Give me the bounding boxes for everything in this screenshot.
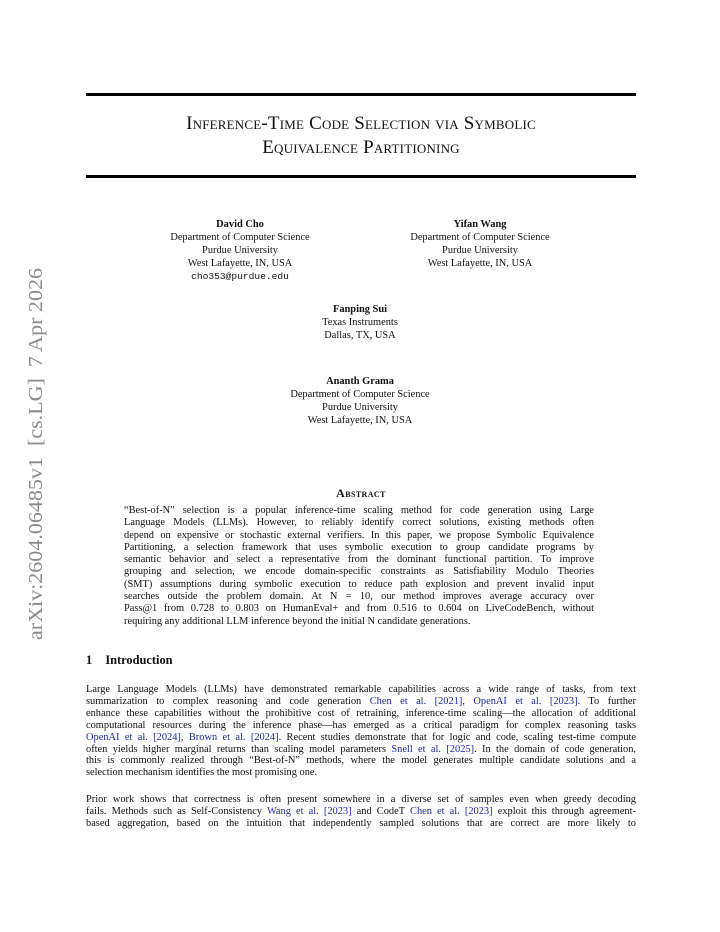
section-heading-introduction	[86, 653, 173, 668]
paragraph-line: computational resources during the inference phase—has emerged as a critical paradigm for complex reasoning tasks	[86, 719, 636, 731]
abstract-line: semantic behavior and select a representative from the dominant functional partition. To improve	[124, 554, 594, 566]
abstract-line: (SMT) assumptions during symbolic execution to reduce path explosion and prevent invalid input	[124, 578, 594, 590]
author-name: David Cho	[216, 219, 264, 230]
paragraph-line: this is commonly realized through “Best-of-N” methods, where the model generates multiple candidate solutions and a	[86, 755, 636, 767]
paragraph-line: enhance these capabilities without the prohibitive cost of retraining, inference-time scaling—the allocation of additional	[86, 707, 636, 719]
text-run: summarization to complex reasoning and code generation	[86, 695, 370, 707]
author-org: Texas Instruments	[322, 317, 398, 328]
intro-paragraph-2	[86, 794, 636, 830]
paragraph-line: based aggregation, based on the intuition that independently sampled solutions that are correct are more likely to	[86, 817, 636, 829]
paragraph-line	[86, 732, 636, 744]
title-rule-top	[86, 93, 636, 96]
text-run: ,	[462, 695, 474, 707]
paper-title	[86, 112, 636, 160]
author-org: Purdue University	[322, 402, 398, 413]
text-run: . Recent studies demonstrate that for logic and code, scaling test-time compute	[278, 731, 637, 743]
citation-link[interactable]: Brown et al. [2024]	[188, 731, 279, 743]
arxiv-side-stamp	[8, 264, 56, 644]
section-number: 1	[86, 653, 93, 667]
author-block-3	[260, 303, 460, 342]
author-location: Dallas, TX, USA	[324, 330, 396, 341]
citation-link[interactable]: OpenAI et al. [2023]	[473, 695, 578, 707]
paragraph-line	[86, 744, 636, 756]
citation-link[interactable]: Chen et al. [2021]	[369, 695, 463, 707]
author-name: Fanping Sui	[332, 304, 387, 315]
section-title: Introduction	[105, 653, 173, 667]
abstract-line: “Best-of-N” selection is a popular inference-time scaling method for code generation using Large	[124, 505, 594, 516]
paragraph-line: Prior work shows that correctness is often present somewhere in a diverse set of samples even when greedy decoding	[86, 794, 636, 805]
abstract-line: Language Models (LLMs). However, to reliably identify correct solutions, existing methods often	[124, 517, 594, 529]
abstract-line: Pass@1 from 0.728 to 0.803 on HumanEval+ and from 0.516 to 0.604 on LiveCodeBench, without	[124, 603, 594, 615]
author-block-4	[240, 375, 480, 427]
author-org: Purdue University	[442, 245, 518, 256]
text-run: . In the domain of code generation,	[474, 743, 637, 755]
paragraph-line	[86, 696, 636, 708]
citation-link[interactable]: Snell et al. [2025]	[391, 743, 475, 755]
text-run: . To further	[577, 695, 636, 707]
abstract-line: requiring any additional LLM inference beyond the initial N candidate generations.	[124, 615, 471, 627]
author-dept: Department of Computer Science	[170, 232, 310, 243]
author-location: West Lafayette, IN, USA	[427, 258, 533, 269]
author-email[interactable]: cho353@purdue.edu	[191, 271, 289, 282]
text-run: exploit this through agreement-	[492, 805, 636, 817]
author-location: West Lafayette, IN, USA	[307, 415, 413, 426]
citation-link[interactable]: OpenAI et al. [2024]	[86, 731, 181, 743]
author-block-2	[380, 218, 580, 270]
text-run: often yields higher marginal returns than scaling model parameters	[86, 743, 392, 755]
text-run: fails. Methods such as Self-Consistency	[86, 805, 267, 817]
author-org: Purdue University	[202, 245, 278, 256]
title-line-1: Inference-Time Code Selection via Symbolic	[186, 113, 536, 134]
paragraph-line: selection mechanism identifies the most promising one.	[86, 767, 318, 779]
text-run: ,	[180, 731, 189, 743]
author-block-1	[140, 218, 340, 283]
author-location: West Lafayette, IN, USA	[187, 258, 293, 269]
paragraph-line: Large Language Models (LLMs) have demonstrated remarkable capabilities across a wide range of tasks, from text	[86, 684, 636, 695]
author-dept: Department of Computer Science	[410, 232, 550, 243]
abstract-line: Partitioning, a selection framework that uses symbolic execution to group candidate programs by	[124, 541, 594, 553]
author-name: Ananth Grama	[326, 376, 394, 387]
abstract-line: grouping and selection, we encode domain-specific constraints as Satisfiability Modulo Theories	[124, 566, 594, 578]
title-rule-bottom	[86, 175, 636, 178]
arxiv-stamp-text: arXiv:2604.06485v1 [cs.LG] 7 Apr 2026	[26, 310, 47, 640]
intro-paragraph-1	[86, 684, 636, 779]
paragraph-line	[86, 806, 636, 818]
text-run: and CodeT	[351, 805, 411, 817]
author-dept: Department of Computer Science	[290, 389, 430, 400]
title-line-2: Equivalence Partitioning	[262, 137, 460, 158]
author-name: Yifan Wang	[453, 219, 507, 230]
abstract-line: searches outside the problem domain. At N = 10, our method improves average accuracy over	[124, 591, 594, 603]
citation-link[interactable]: Wang et al. [2023]	[266, 805, 352, 817]
abstract-line: depend on expensive or stochastic external verifiers. In this paper, we propose Symbolic Equivalence	[124, 529, 594, 541]
arxiv-stamp-svg	[8, 264, 56, 644]
citation-link[interactable]: Chen et al. [2023]	[410, 805, 493, 817]
abstract-heading: Abstract	[336, 486, 386, 500]
abstract-body	[124, 505, 594, 628]
